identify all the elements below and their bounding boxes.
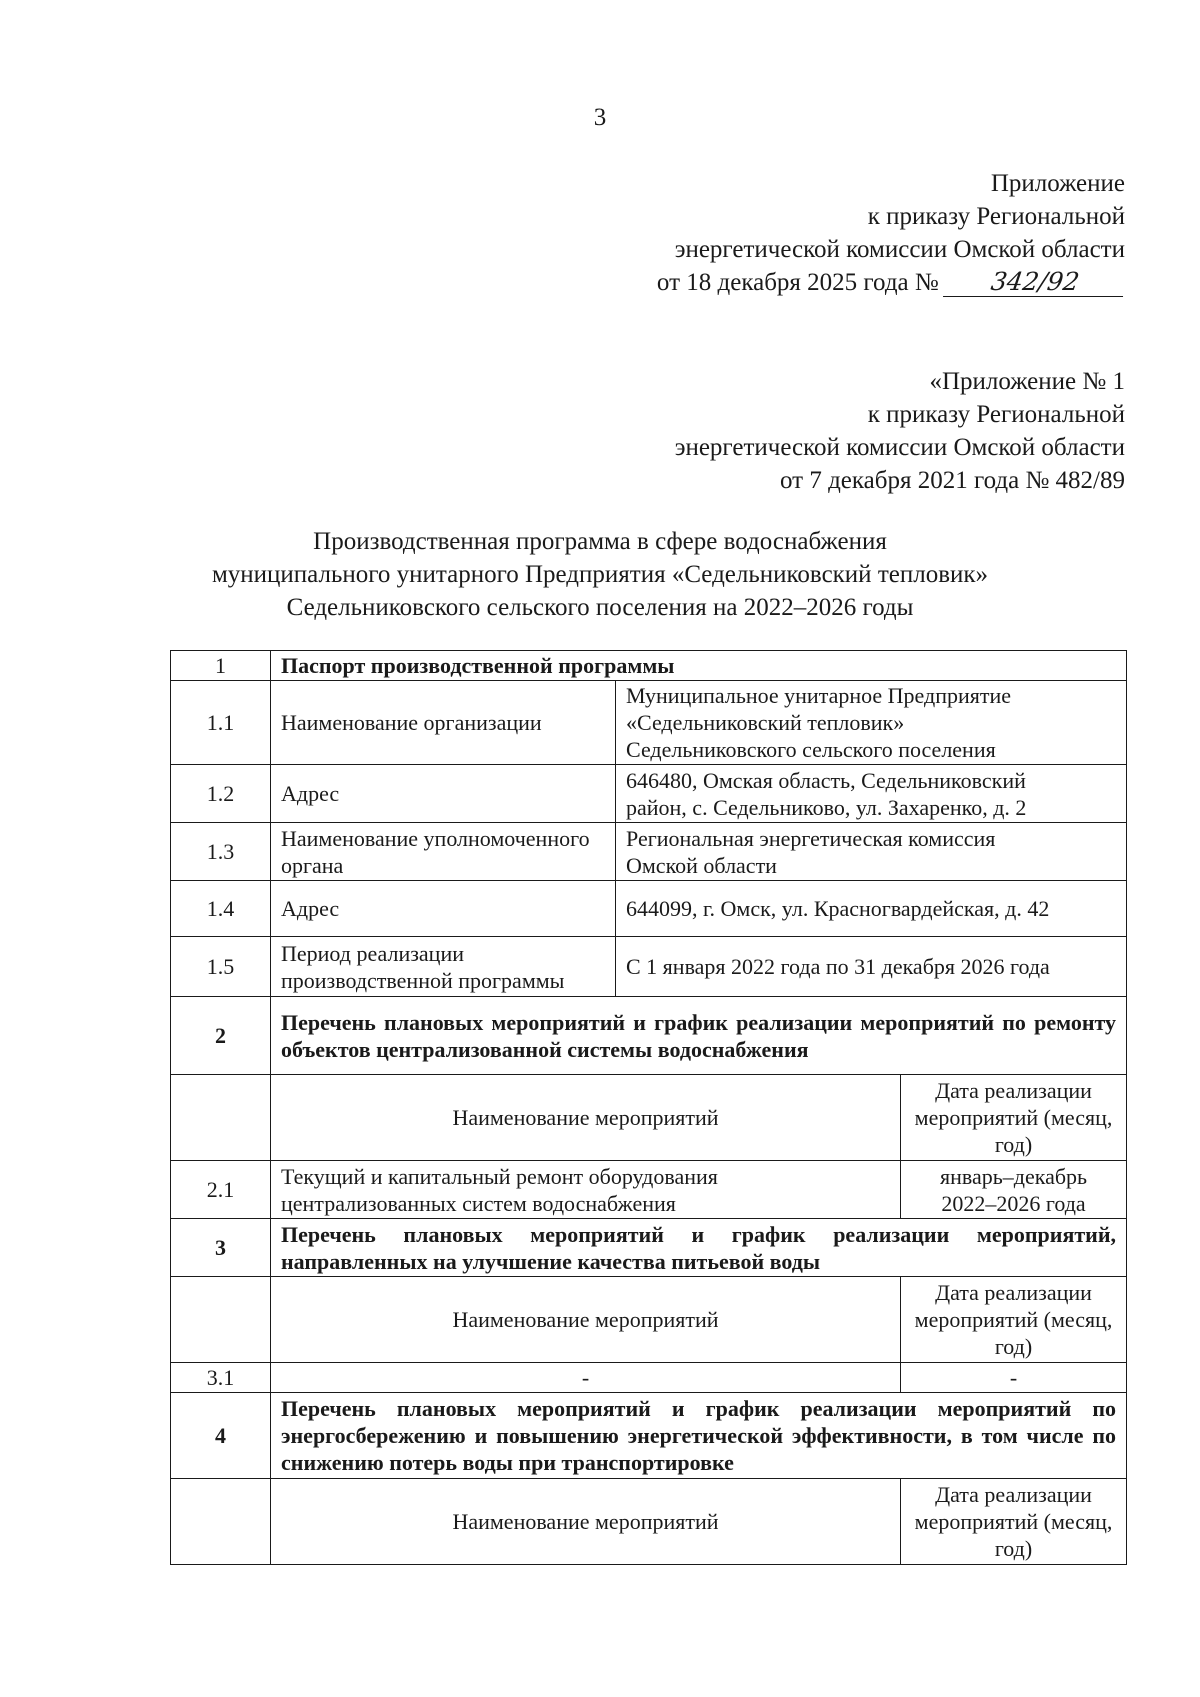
value-line: Омской области	[626, 852, 777, 878]
activity-name: -	[271, 1363, 901, 1393]
table-row	[171, 997, 1127, 1075]
section-heading: Перечень плановых мероприятий и график реализации мероприятий по энергосбережению и повышению энергетической эффективности, в том числе по снижению потерь воды при транспортировке	[271, 1393, 1127, 1479]
row-number: 3.1	[171, 1363, 271, 1393]
value-line: Седельниковского сельского поселения	[626, 737, 996, 762]
row-number: 1.5	[171, 937, 271, 997]
document-title	[0, 525, 1200, 624]
value-line: район, с. Седельниково, ул. Захаренко, д. 2	[626, 794, 1027, 820]
table-row	[171, 1393, 1127, 1479]
empty-cell	[171, 1075, 271, 1161]
row-number: 2.1	[171, 1161, 271, 1219]
value-line: 644099, г. Омск, ул. Красногвардейская, д. 42	[626, 896, 1050, 921]
appendix-order-date	[657, 266, 1125, 299]
title-line: Седельниковского сельского поселения на 2022–2026 годы	[286, 594, 914, 621]
table-row	[171, 823, 1127, 881]
page-number: 3	[593, 104, 607, 131]
row-label: Адрес	[271, 765, 616, 823]
value-line: С 1 января 2022 года по 31 декабря 2026 года	[626, 954, 1050, 979]
activity-name: Текущий и капитальный ремонт оборудования централизованных систем водоснабжения	[271, 1161, 901, 1219]
appendix-order-ref: к приказу Региональной	[867, 401, 1125, 428]
appendix-order-ref: к приказу Региональной	[867, 203, 1125, 230]
value-line: «Седельниковский тепловик»	[626, 710, 905, 735]
section-number: 2	[171, 997, 271, 1075]
row-label: Наименование организации	[271, 681, 616, 765]
section-number: 3	[171, 1219, 271, 1277]
table-row	[171, 1479, 1127, 1565]
appendix-title: Приложение	[990, 170, 1125, 197]
row-value	[616, 681, 1127, 765]
row-label: Период реализации производственной программы	[271, 937, 616, 997]
table-row	[171, 1075, 1127, 1161]
appendix-title: «Приложение № 1	[929, 368, 1125, 395]
appendix-commission: энергетической комиссии Омской области	[674, 236, 1125, 263]
row-value	[616, 823, 1127, 881]
value-line: 646480, Омская область, Седельниковский	[626, 767, 1026, 793]
appendix-order-date: от 7 декабря 2021 года № 482/89	[779, 467, 1125, 494]
column-header-date: Дата реализации мероприятий (месяц, год)	[901, 1479, 1127, 1565]
row-label: Адрес	[271, 881, 616, 937]
column-header-name: Наименование мероприятий	[271, 1277, 901, 1363]
row-value	[616, 881, 1127, 937]
table-row	[171, 681, 1127, 765]
table-row	[171, 1363, 1127, 1393]
empty-cell	[171, 1277, 271, 1363]
table-row	[171, 1161, 1127, 1219]
program-table	[170, 650, 1127, 1565]
table-row	[171, 765, 1127, 823]
handwritten-order-number: 342/92	[943, 268, 1127, 297]
title-line: муниципального унитарного Предприятия «Седельниковский тепловик»	[211, 561, 989, 588]
section-heading: Паспорт производственной программы	[271, 651, 1127, 681]
empty-cell	[171, 1479, 271, 1565]
value-line: Региональная энергетическая комиссия	[626, 825, 996, 851]
row-number: 1.2	[171, 765, 271, 823]
title-line: Производственная программа в сфере водоснабжения	[313, 528, 887, 555]
row-number: 1.1	[171, 681, 271, 765]
table-row	[171, 1277, 1127, 1363]
column-header-name: Наименование мероприятий	[271, 1075, 901, 1161]
table-row	[171, 937, 1127, 997]
row-number: 1.3	[171, 823, 271, 881]
column-header-date: Дата реализации мероприятий (месяц, год)	[901, 1277, 1127, 1363]
row-number: 1.4	[171, 881, 271, 937]
order-date-text: от 18 декабря 2025 года №	[656, 269, 939, 296]
section-number: 4	[171, 1393, 271, 1479]
activity-date: -	[901, 1363, 1127, 1393]
column-header-name: Наименование мероприятий	[271, 1479, 901, 1565]
activity-date: январь–декабрь 2022–2026 года	[901, 1161, 1127, 1219]
value-line: Муниципальное унитарное Предприятие	[626, 683, 1012, 708]
section-heading: Перечень плановых мероприятий и график реализации мероприятий, направленных на улучшение качества питьевой воды	[271, 1219, 1127, 1277]
table-row	[171, 651, 1127, 681]
row-label: Наименование уполномоченного органа	[271, 823, 616, 881]
table-row	[171, 1219, 1127, 1277]
table-row	[171, 881, 1127, 937]
appendix-header-original	[675, 365, 1125, 497]
row-value	[616, 937, 1127, 997]
appendix-commission: энергетической комиссии Омской области	[674, 434, 1125, 461]
appendix-header-current	[657, 167, 1125, 299]
column-header-date: Дата реализации мероприятий (месяц, год)	[901, 1075, 1127, 1161]
row-value	[616, 765, 1127, 823]
section-number: 1	[171, 651, 271, 681]
section-heading: Перечень плановых мероприятий и график реализации мероприятий по ремонту объектов централизованной системы водоснабжения	[271, 997, 1127, 1075]
